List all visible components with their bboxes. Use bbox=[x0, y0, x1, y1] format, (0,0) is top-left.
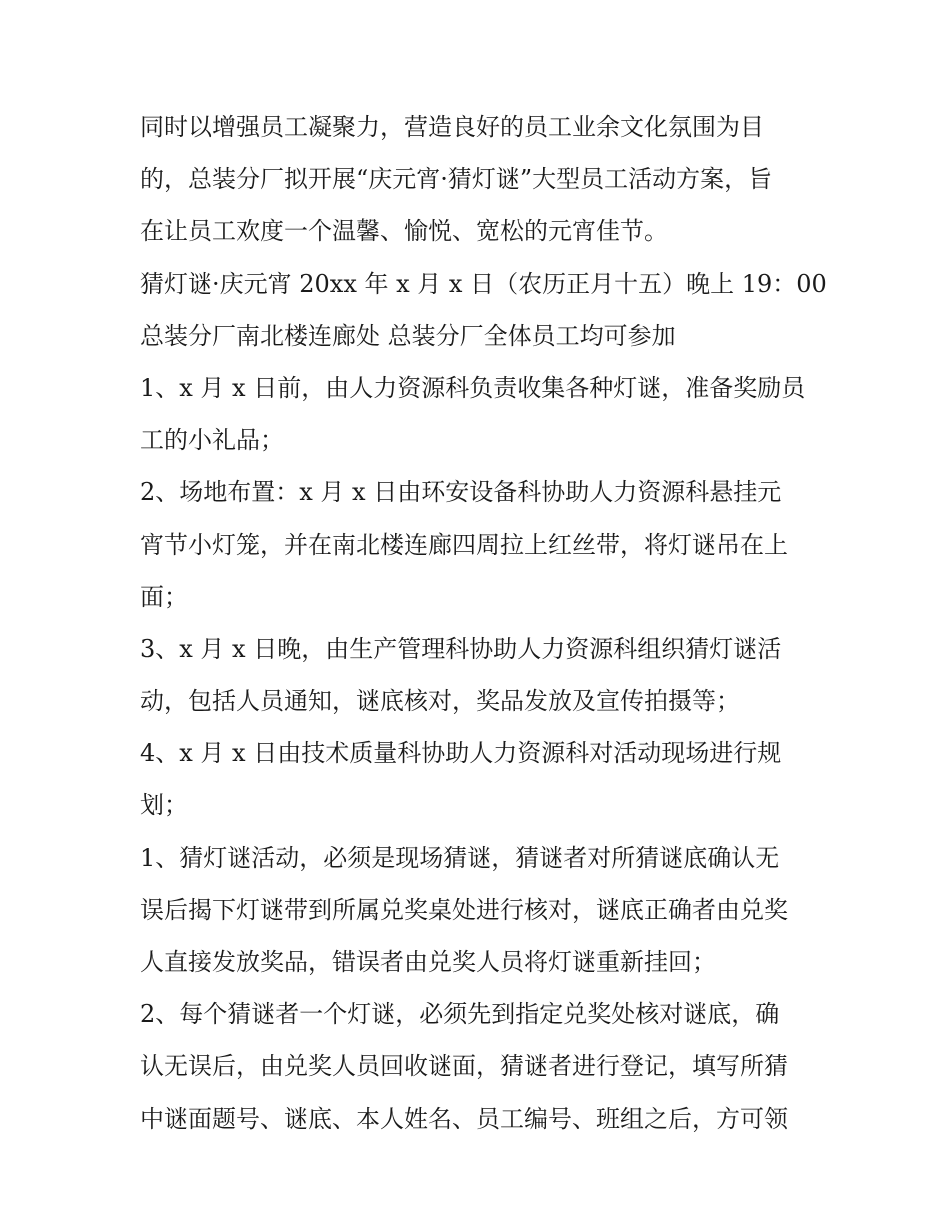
rule-item-line: 2、每个猜谜者一个灯谜，必须先到指定兑奖处核对谜底，确 bbox=[140, 1000, 780, 1029]
rule-item-line: 认无误后，由兑奖人员回收谜面，猜谜者进行登记，填写所猜 bbox=[140, 1052, 788, 1081]
paragraph-line: 在让员工欢度一个温馨、愉悦、宽松的元宵佳节。 bbox=[140, 217, 668, 246]
list-item-line: 动，包括人员通知，谜底核对，奖品发放及宣传拍摄等； bbox=[140, 687, 740, 716]
event-info-line: 总装分厂南北楼连廊处 总装分厂全体员工均可参加 bbox=[140, 321, 676, 350]
document-body bbox=[140, 101, 827, 1145]
list-item-line: 2、场地布置：x 月 x 日由环安设备科协助人力资源科悬挂元 bbox=[140, 478, 782, 507]
list-item-line: 1、x 月 x 日前，由人力资源科负责收集各种灯谜，准备奖励员 bbox=[140, 373, 806, 402]
rule-item-line: 1、猜灯谜活动，必须是现场猜谜，猜谜者对所猜谜底确认无 bbox=[140, 843, 780, 872]
paragraph-line: 同时以增强员工凝聚力，营造良好的员工业余文化氛围为目 bbox=[140, 113, 764, 141]
rule-item-line: 中谜面题号、谜底、本人姓名、员工编号、班组之后，方可领 bbox=[140, 1104, 788, 1133]
paragraph-line: 的，总装分厂拟开展“庆元宵·猜灯谜”大型员工活动方案，旨 bbox=[140, 165, 773, 194]
list-item-line: 划； bbox=[140, 791, 188, 820]
list-item-line: 3、x 月 x 日晚，由生产管理科协助人力资源科组织猜灯谜活 bbox=[140, 634, 782, 663]
rule-item-line: 人直接发放奖品，错误者由兑奖人员将灯谜重新挂回； bbox=[140, 948, 716, 976]
list-item-line: 面； bbox=[140, 582, 188, 611]
rule-item-line: 误后揭下灯谜带到所属兑奖桌处进行核对，谜底正确者由兑奖 bbox=[140, 895, 788, 924]
list-item-line: 宵节小灯笼，并在南北楼连廊四周拉上红丝带，将灯谜吊在上 bbox=[140, 530, 788, 559]
event-info-line: 猜灯谜·庆元宵 20xx 年 x 月 x 日（农历正月十五）晚上 19：00 bbox=[140, 269, 827, 298]
list-item-line: 4、x 月 x 日由技术质量科协助人力资源科对活动现场进行规 bbox=[140, 739, 782, 768]
list-item-line: 工的小礼品； bbox=[140, 426, 284, 455]
